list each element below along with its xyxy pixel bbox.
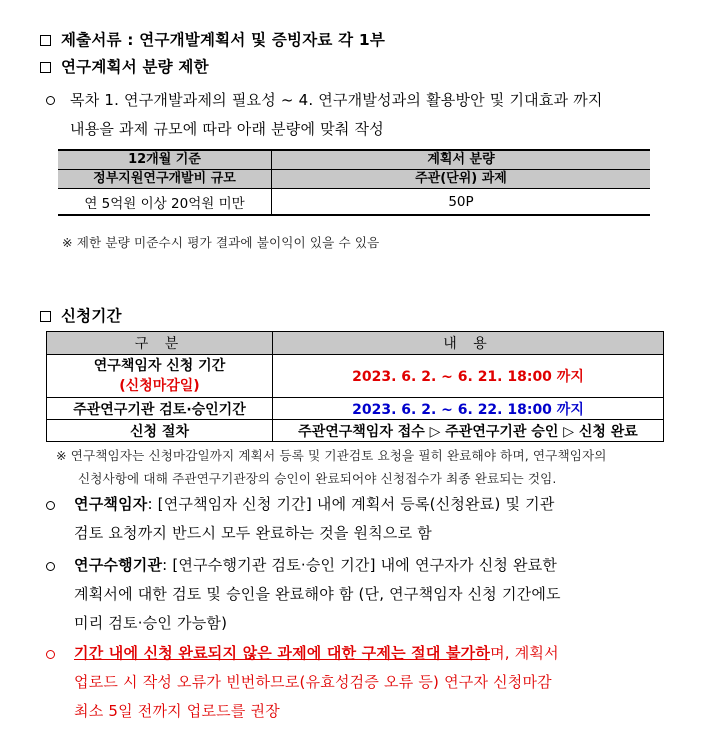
heading-submission-docs — [40, 28, 385, 50]
row-researcher-label-line1: 연구책임자 신청 기간 — [93, 358, 226, 374]
institution-paragraph — [74, 551, 561, 638]
checkbox-square-icon — [40, 311, 51, 322]
circle-bullet-icon — [46, 96, 55, 105]
row-pages-value: 50P — [272, 189, 651, 216]
period-head-content: 내 용 — [273, 332, 664, 355]
col-pages-head-2: 주관(단위) 과제 — [272, 170, 651, 189]
researcher-line-1: : [연구책임자 신청 기간] 내에 계획서 등록(신청완료) 및 기관 — [147, 495, 555, 513]
circle-bullet-icon — [46, 562, 55, 571]
checkbox-square-icon — [40, 62, 51, 73]
heading-submission-docs-text: 제출서류 : 연구개발계획서 및 증빙자료 각 1부 — [61, 31, 386, 49]
institution-line-2: 계획서에 대한 검토 및 승인을 완료해야 함 (단, 연구책임자 신청 기간에도 — [74, 585, 561, 603]
checkbox-square-icon — [40, 35, 51, 46]
application-period-table — [46, 331, 664, 442]
col-pages-head-1: 계획서 분량 — [272, 150, 651, 170]
toc-line-2: 내용을 과제 규모에 따라 아래 분량에 맞춰 작성 — [70, 120, 384, 138]
warning-line-1-rest: 며, 계획서 — [490, 644, 559, 662]
researcher-paragraph — [74, 490, 555, 548]
warning-emphasis: 기간 내에 신청 완료되지 않은 과제에 대한 구제는 절대 불가하 — [74, 644, 491, 662]
toc-line-1: 목차 1. 연구개발과제의 필요성 ~ 4. 연구개발성과의 활용방안 및 기대효과 까지 — [70, 91, 603, 109]
period-note-line2: 신청사항에 대해 주관연구기관장의 승인이 완료되어야 신청접수가 최종 완료되는 것임. — [78, 471, 557, 486]
row-researcher-period: 2023. 6. 2. ~ 6. 21. 18:00 까지 — [273, 355, 664, 398]
period-note — [56, 444, 607, 490]
researcher-line-2: 검토 요청까지 반드시 모두 완료하는 것을 원칙으로 함 — [74, 524, 432, 542]
circle-bullet-icon — [46, 501, 55, 510]
heading-application-period-text: 신청기간 — [61, 307, 122, 325]
row-scale-value: 연 5억원 이상 20억원 미만 — [58, 189, 272, 216]
length-limit-table — [58, 149, 650, 216]
institution-line-3: 미리 검토·승인 가능함) — [74, 614, 228, 632]
row-researcher-deadline-label: (신청마감일) — [119, 378, 200, 394]
length-limit-note: ※ 제한 분량 미준수시 평가 결과에 불이익이 있을 수 있음 — [62, 235, 380, 250]
col-scale-head-2: 정부지원연구개발비 규모 — [58, 170, 272, 189]
warning-line-3: 최소 5일 전까지 업로드를 권장 — [74, 702, 280, 720]
period-head-category: 구 분 — [47, 332, 273, 355]
heading-application-period — [40, 304, 122, 326]
row-institution-label: 주관연구기관 검토·승인기간 — [47, 398, 273, 420]
warning-line-2: 업로드 시 작성 오류가 빈번하므로(유효성검증 오류 등) 연구자 신청마감 — [74, 673, 552, 691]
researcher-label: 연구책임자 — [74, 495, 148, 513]
institution-label: 연구수행기관 — [74, 556, 163, 574]
period-note-line1: ※ 연구책임자는 신청마감일까지 계획서 등록 및 기관검토 요청을 필히 완료해야 하며, 연구책임자의 — [56, 448, 607, 463]
institution-line-1: : [연구수행기관 검토·승인 기간] 내에 연구자가 신청 완료한 — [162, 556, 558, 574]
row-procedure-label: 신청 절차 — [47, 420, 273, 442]
col-scale-head-1: 12개월 기준 — [58, 150, 272, 170]
circle-bullet-icon — [46, 650, 55, 659]
heading-plan-length-limit-text: 연구계획서 분량 제한 — [61, 58, 209, 76]
warning-paragraph — [74, 639, 559, 726]
row-researcher-label — [47, 355, 273, 398]
toc-paragraph — [70, 86, 603, 144]
heading-plan-length-limit — [40, 55, 209, 77]
row-procedure-value: 주관연구책임자 접수 ▷ 주관연구기관 승인 ▷ 신청 완료 — [273, 420, 664, 442]
row-institution-period: 2023. 6. 2. ~ 6. 22. 18:00 까지 — [273, 398, 664, 420]
